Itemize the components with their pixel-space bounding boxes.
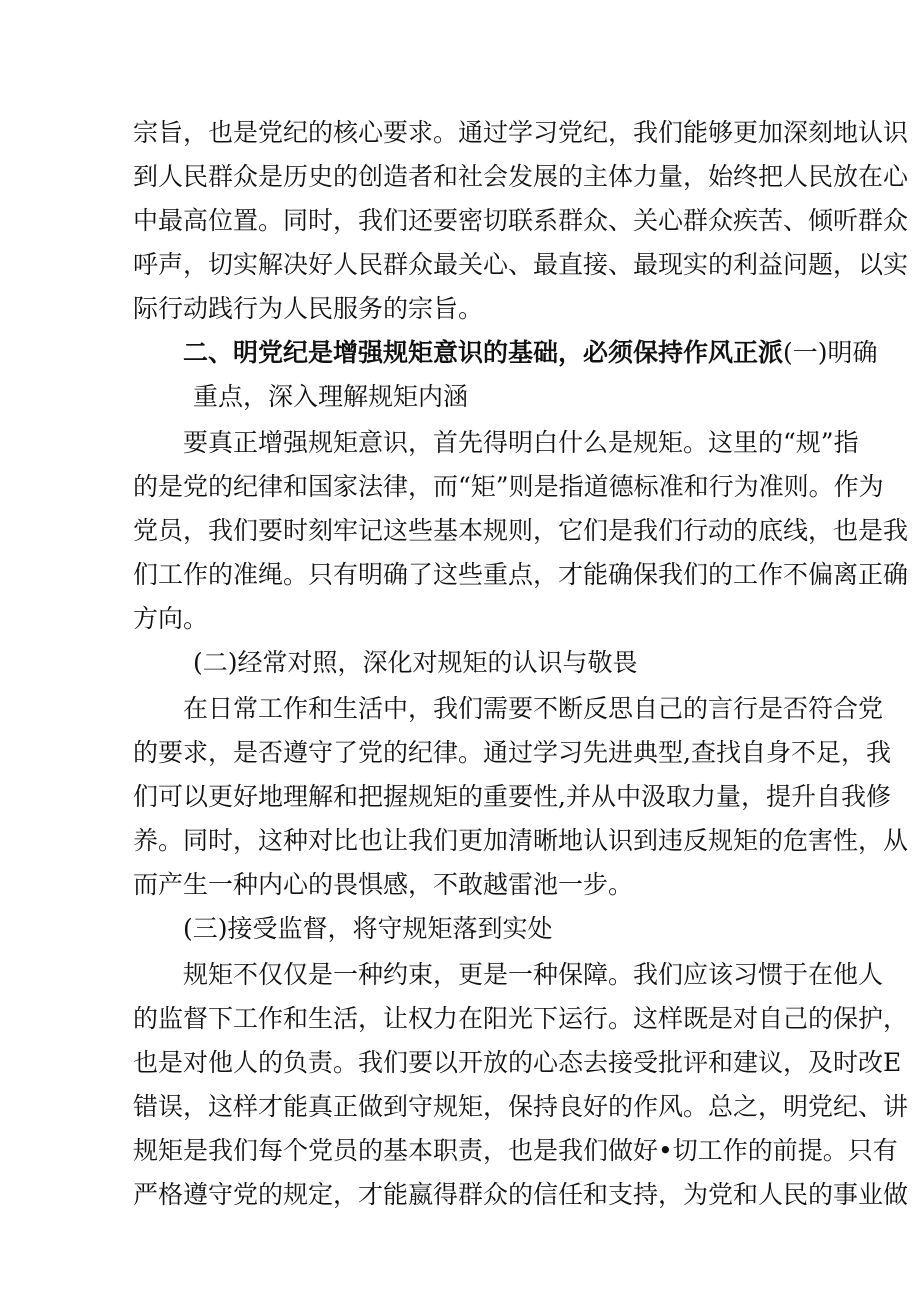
- text-line: 错误，这样才能真正做到守规矩，保持良好的作风。总之，明党纪、讲: [133, 1092, 909, 1121]
- subsection-heading: (二)经常对照，深化对规矩的认识与敬畏: [193, 648, 638, 677]
- text-line: 们可以更好地理解和把握规矩的重要性,并从中汲取力量，提升自我修: [133, 782, 891, 811]
- text-line: 在日常工作和生活中，我们需要不断反思自己的言行是否符合党: [183, 694, 884, 723]
- subsection-heading: 重点，深入理解规矩内涵: [193, 382, 469, 411]
- text-line: 党员，我们要时刻牢记这些基本规则，它们是我们行动的底线，也是我: [133, 516, 909, 545]
- section-heading-bold: 二、明党纪是增强规矩意识的基础，必须保持作风正派: [183, 338, 784, 367]
- text-line: 方向。: [133, 604, 209, 633]
- text-line: 而产生一种内心的畏惧感，不敢越雷池一步。: [133, 870, 634, 899]
- text-line: 规矩是我们每个党员的基本职责，也是我们做好•切工作的前提。只有: [133, 1136, 898, 1165]
- text-line: 呼声，切实解决好人民群众最关心、最直接、最现实的利益问题，以实: [133, 250, 909, 279]
- text-line: 的是党的纪律和国家法律，而“矩”则是指道德标准和行为准则。作为: [133, 472, 884, 501]
- text-line: 中最高位置。同时，我们还要密切联系群众、关心群众疾苦、倾听群众: [133, 206, 909, 235]
- text-line: 严格遵守党的规定，才能嬴得群众的信任和支持，为党和人民的事业做: [133, 1180, 909, 1209]
- text-line: 际行动践行为人民服务的宗旨。: [133, 294, 484, 323]
- subsection-heading: (三)接受监督，将守规矩落到实处: [183, 914, 553, 943]
- text-line: 们工作的准绳。只有明确了这些重点，才能确保我们的工作不偏离正确: [133, 560, 909, 589]
- text-line: 也是对他人的负责。我们要以开放的心态去接受批评和建议，及时改E: [133, 1048, 902, 1077]
- text-line: 养。同时，这种对比也让我们更加清晰地认识到违反规矩的危害性，从: [133, 826, 909, 855]
- section-heading: [183, 338, 878, 368]
- text-line: 的要求，是否遵守了党的纪律。通过学习先进典型,查找自身不足，我: [133, 738, 891, 767]
- text-line: 规矩不仅仅是一种约束，更是一种保障。我们应该习惯于在他人: [183, 960, 884, 989]
- subsection-heading-inline: (一)明确: [783, 338, 878, 367]
- text-line: 到人民群众是历史的创造者和社会发展的主体力量，始终把人民放在心: [133, 162, 909, 191]
- text-line: 要真正增强规矩意识，首先得明白什么是规矩。这里的“规”指: [183, 428, 859, 457]
- text-line: 的监督下工作和生活，让权力在阳光下运行。这样既是对自己的保护，: [133, 1004, 909, 1033]
- text-line: 宗旨，也是党纪的核心要求。通过学习党纪，我们能够更加深刻地认识: [133, 118, 909, 147]
